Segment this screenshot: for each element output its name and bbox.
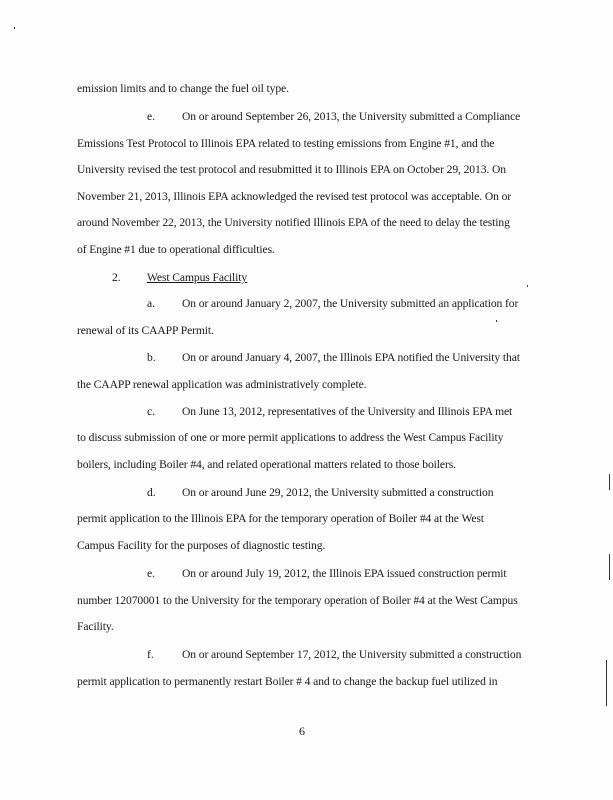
text-line: of Engine #1 due to operational difficulties. bbox=[77, 243, 275, 256]
section-number: 2. bbox=[112, 271, 121, 284]
item-marker-f: f. bbox=[147, 648, 154, 661]
item-marker-a: a. bbox=[147, 297, 156, 310]
item-marker-e: e. bbox=[147, 110, 156, 123]
text-line: permit application to permanently restart Boiler # 4 and to change the backup fuel utilized in bbox=[77, 675, 498, 688]
scan-speck bbox=[14, 27, 15, 29]
text-line: On June 13, 2012, representatives of the University and Illinois EPA met bbox=[182, 405, 513, 418]
text-line: University revised the test protocol and resubmitted it to Illinois EPA on October 29, 2013. On bbox=[77, 163, 506, 176]
item-marker-c: c. bbox=[147, 405, 156, 418]
text-line: renewal of its CAAPP Permit. bbox=[77, 324, 214, 337]
text-line: On or around January 2, 2007, the University submitted an application for bbox=[182, 297, 519, 310]
section-heading: West Campus Facility bbox=[147, 271, 248, 284]
scan-speck bbox=[527, 285, 528, 287]
item-marker-e2: e. bbox=[147, 567, 156, 580]
text-line: On or around June 29, 2012, the University submitted a construction bbox=[182, 486, 494, 499]
text-line: emission limits and to change the fuel oil type. bbox=[77, 82, 289, 95]
text-line: boilers, including Boiler #4, and related operational matters related to those boilers. bbox=[77, 458, 456, 471]
text-line: On or around September 17, 2012, the University submitted a construction bbox=[182, 648, 522, 661]
text-line: number 12070001 to the University for the temporary operation of Boiler #4 at the West Campus bbox=[77, 594, 518, 607]
scan-speck bbox=[609, 554, 610, 580]
text-line: Campus Facility for the purposes of diagnostic testing. bbox=[77, 539, 326, 552]
text-line: to discuss submission of one or more permit applications to address the West Campus Facility bbox=[77, 431, 504, 444]
scan-speck bbox=[609, 474, 610, 490]
item-marker-b: b. bbox=[147, 351, 156, 364]
text-line: On or around September 26, 2013, the University submitted a Compliance bbox=[182, 110, 521, 123]
text-line: On or around July 19, 2012, the Illinois EPA issued construction permit bbox=[182, 567, 507, 580]
text-line: On or around January 4, 2007, the Illinois EPA notified the University that bbox=[182, 351, 520, 364]
text-line: November 21, 2013, Illinois EPA acknowledged the revised test protocol was acceptable. On or bbox=[77, 190, 512, 203]
text-line: Facility. bbox=[77, 620, 114, 633]
page-number: 6 bbox=[299, 724, 305, 738]
scan-speck bbox=[496, 320, 497, 322]
text-line: the CAAPP renewal application was administratively complete. bbox=[77, 378, 367, 391]
text-line: permit application to the Illinois EPA for the temporary operation of Boiler #4 at the West bbox=[77, 512, 484, 525]
item-marker-d: d. bbox=[147, 486, 156, 499]
text-line: around November 22, 2013, the University notified Illinois EPA of the need to delay the testing bbox=[77, 216, 510, 229]
scan-speck bbox=[606, 660, 607, 706]
text-line: Emissions Test Protocol to Illinois EPA related to testing emissions from Engine #1, and the bbox=[77, 137, 495, 150]
